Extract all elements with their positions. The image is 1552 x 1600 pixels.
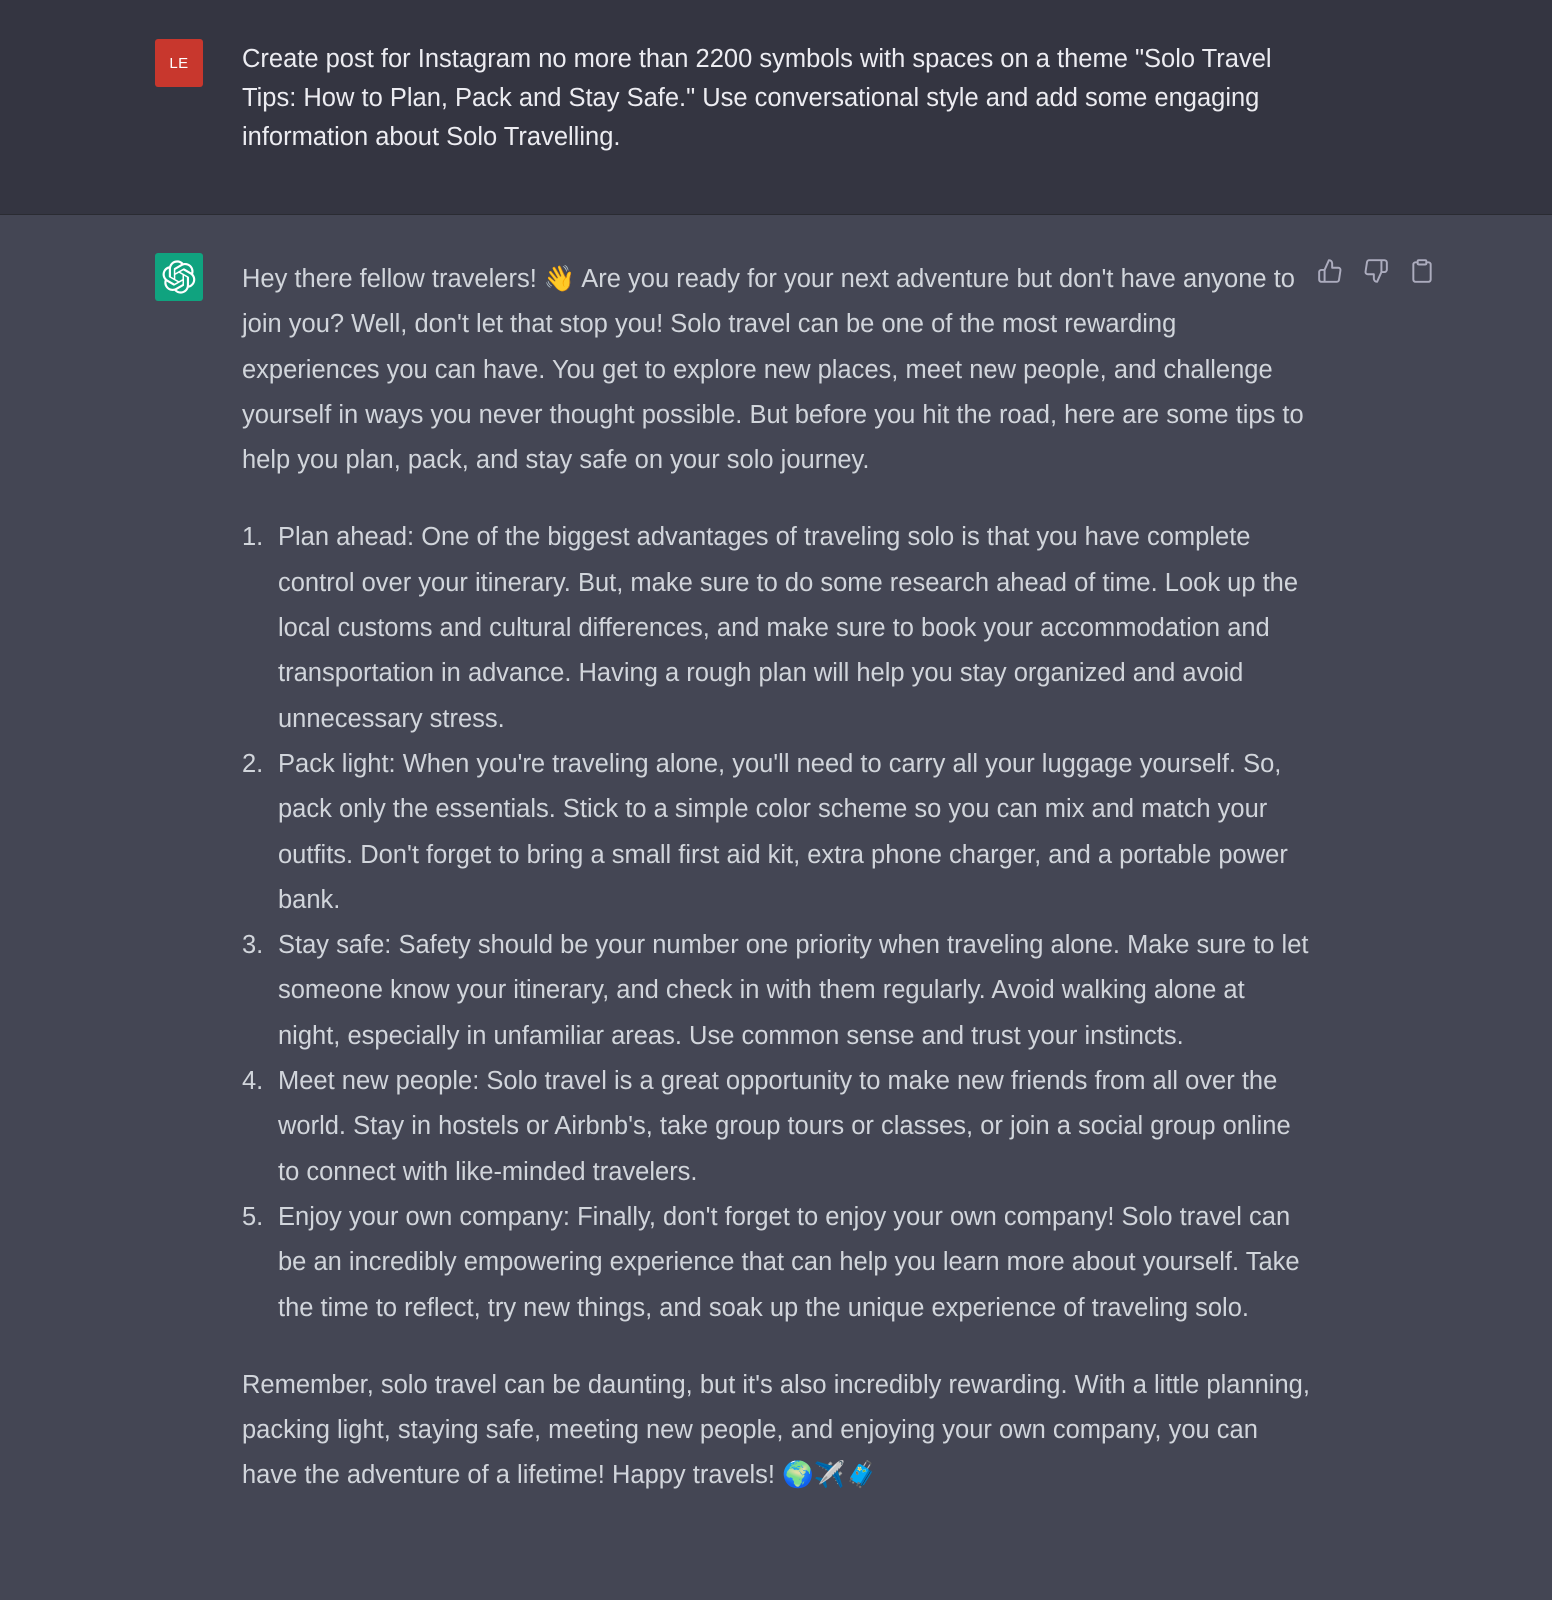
user-avatar xyxy=(155,39,203,87)
assistant-outro: Remember, solo travel can be daunting, but it's also incredibly rewarding. With a little planning, packing light, staying safe, meeting new people, and enjoying your own company, you can have the adventure of a lifetime! Happy travels! 🌍✈️🧳 xyxy=(242,1370,1310,1490)
list-item-number: 1. xyxy=(242,523,264,552)
list-item-text: Stay safe: Safety should be your number one priority when traveling alone. Make sure to let someone know your itinerary, and check in with them regularly. Avoid walking alone at night, especially in unfamiliar areas. Use common sense and trust your instincts. xyxy=(278,931,1309,1050)
list-item xyxy=(242,515,1310,741)
thumbs-up-button[interactable] xyxy=(1316,257,1344,285)
thumbs-down-icon xyxy=(1363,258,1389,284)
list-item-number: 3. xyxy=(242,931,264,960)
assistant-avatar xyxy=(155,253,203,301)
assistant-message-row xyxy=(0,215,1552,1600)
thumbs-up-icon xyxy=(1317,258,1343,284)
tips-list xyxy=(242,515,1310,1330)
thumbs-down-button[interactable] xyxy=(1362,257,1390,285)
list-item-text: Pack light: When you're traveling alone, you'll need to carry all your luggage yourself. So, pack only the essentials. Stick to a simple color scheme so you can mix and match your outfits. Don't forget to bring a small first aid kit, extra phone charger, and a portable power bank. xyxy=(278,749,1288,914)
copy-button[interactable] xyxy=(1408,257,1436,285)
assistant-intro: Hey there fellow travelers! 👋 Are you ready for your next adventure but don't have anyone to join you? Well, don't let that stop you! Solo travel can be one of the most rewarding experiences you can have. You get to explore new places, meet new people, and challenge yourself in ways you never thought possible. But before you hit the road, here are some tips to help you plan, pack, and stay safe on your solo journey. xyxy=(242,265,1304,475)
message-actions xyxy=(1316,257,1436,285)
list-item-number: 4. xyxy=(242,1067,264,1096)
list-item xyxy=(242,923,1310,1059)
clipboard-icon xyxy=(1409,258,1435,284)
user-message-text: Create post for Instagram no more than 2200 symbols with spaces on a theme "Solo Travel Tips: How to Plan, Pack and Stay Safe." Use conversational style and add some engaging information about Solo Travelling. xyxy=(242,45,1272,151)
user-message-row xyxy=(0,0,1552,215)
user-avatar-initials: LE xyxy=(169,54,189,72)
list-item-number: 5. xyxy=(242,1202,264,1231)
list-item-text: Plan ahead: One of the biggest advantages of traveling solo is that you have complete control over your itinerary. But, make sure to do some research ahead of time. Look up the local customs and cultural differences, and make sure to book your accommodation and transportation in advance. Having a rough plan will help you stay organized and avoid unnecessary stress. xyxy=(278,523,1299,733)
openai-logo-icon xyxy=(162,260,196,294)
list-item-number: 2. xyxy=(242,749,264,778)
list-item xyxy=(242,1195,1310,1331)
list-item xyxy=(242,742,1310,923)
list-item-text: Enjoy your own company: Finally, don't forget to enjoy your own company! Solo travel can be an incredibly empowering experience that can help you learn more about yourself. Take the time to reflect, try new things, and soak up the unique experience of traveling solo. xyxy=(278,1202,1300,1322)
assistant-message-text xyxy=(242,257,1310,1499)
list-item-text: Meet new people: Solo travel is a great opportunity to make new friends from all over the world. Stay in hostels or Airbnb's, take group tours or classes, or join a social group online to connect with like-minded travelers. xyxy=(278,1067,1291,1186)
list-item xyxy=(242,1059,1310,1195)
